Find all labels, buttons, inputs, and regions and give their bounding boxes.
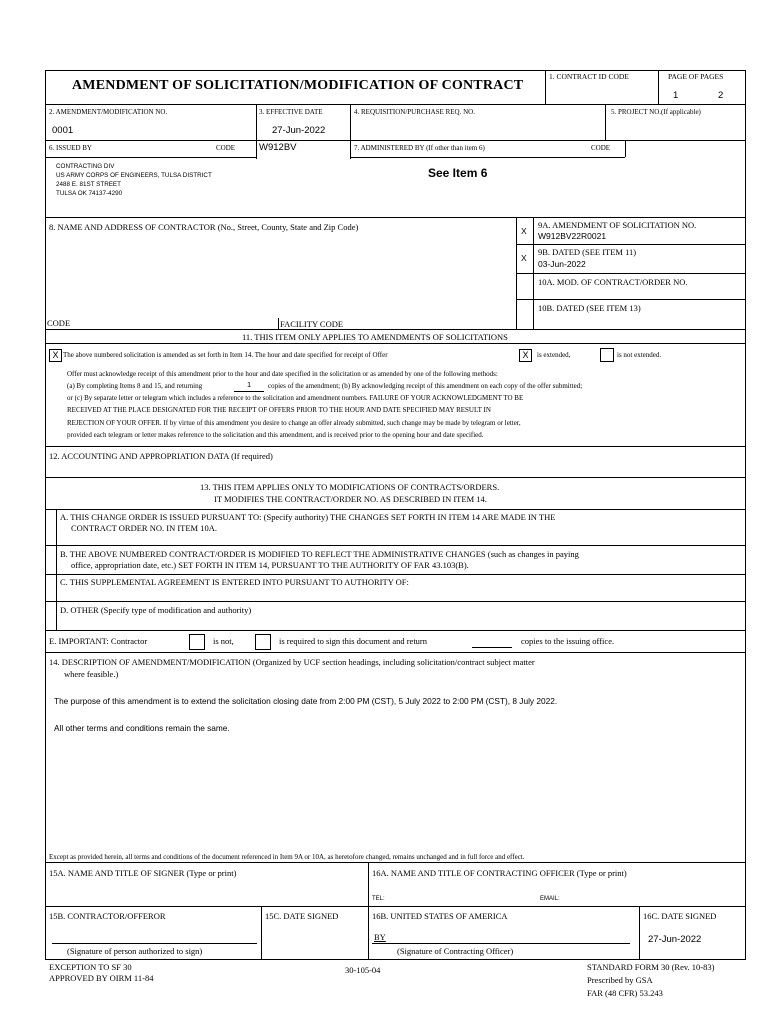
box7-label: 7. ADMINISTERED BY (If other than item 6) (354, 144, 485, 152)
box8-label: 8. NAME AND ADDRESS OF CONTRACTOR (No., Street, County, State and Zip Code) (49, 222, 359, 232)
address-line: TULSA OK 74137-4290 (56, 190, 123, 197)
item14-label-line2: where feasible.) (64, 669, 119, 679)
item13b-line2: office, appropriation date, etc.) SET FORTH IN ITEM 14, PURSUANT TO THE AUTHORITY OF FAR 43.103(B). (71, 560, 469, 570)
acknowledgment-copies: 1 (247, 380, 252, 389)
officer-signature-caption: (Signature of Contracting Officer) (397, 946, 514, 956)
page-number: 1 (673, 90, 679, 101)
item12-label: 12. ACCOUNTING AND APPROPRIATION DATA (If required) (49, 451, 273, 461)
footer-approved: APPROVED BY OIRM 11-84 (49, 973, 154, 983)
solicitation-number: W912BV22R0021 (538, 231, 607, 241)
amendment-number: 0001 (52, 125, 74, 136)
box16a-label: 16A. NAME AND TITLE OF CONTRACTING OFFICER (Type or print) (372, 868, 627, 878)
footer-prescribed: Prescribed by GSA (587, 975, 653, 985)
item13a-line2: CONTRACT ORDER NO. IN ITEM 10A. (71, 523, 217, 533)
amendment-terms: All other terms and conditions remain the same. (54, 723, 230, 733)
contract-id-code-label: 1. CONTRACT ID CODE (549, 72, 629, 81)
contractor-code-label: CODE (47, 318, 71, 328)
solicitation-date: 03-Jun-2022 (538, 259, 586, 269)
item14-footer: Except as provided herein, all terms and conditions of the document referenced in Item 9A or 10A, as heretofore changed, remains unchanged and in full force and effect. (49, 853, 525, 861)
box15a-label: 15A. NAME AND TITLE OF SIGNER (Type or print) (49, 868, 237, 878)
item11-para-line: REJECTION OF YOUR OFFER. If by virtue of this amendment you desire to change an offer already submitted, such change may be made by telegram or letter, (67, 419, 521, 427)
box6-code-label: CODE (216, 144, 236, 152)
item11-para-line: Offer must acknowledge receipt of this amendment prior to the hour and date specified in the solicitation or as amended by one of the following methods: (67, 370, 498, 378)
box2-label: 2. AMENDMENT/MODIFICATION NO. (49, 108, 168, 116)
box7-code-label: CODE (591, 144, 611, 152)
box16b-label: 16B. UNITED STATES OF AMERICA (372, 911, 508, 921)
footer-exception: EXCEPTION TO SF 30 (49, 962, 132, 972)
footer-form-number: 30-105-04 (345, 965, 381, 975)
item13b-line1: B. THE ABOVE NUMBERED CONTRACT/ORDER IS MODIFIED TO REFLECT THE ADMINISTRATIVE CHANGES (such as changes in paying (60, 549, 579, 559)
facility-code-label: FACILITY CODE (280, 319, 344, 329)
is-not-label: is not, (213, 636, 234, 646)
box3-label: 3. EFFECTIVE DATE (259, 108, 323, 116)
box4-label: 4. REQUISITION/PURCHASE REQ. NO. (354, 108, 475, 116)
effective-date: 27-Jun-2022 (272, 125, 326, 136)
officer-date-signed: 27-Jun-2022 (648, 934, 702, 945)
item11-checkbox-amended[interactable]: X (49, 349, 62, 362)
footer-far: FAR (48 CFR) 53.243 (587, 988, 663, 998)
page-count: 2 (718, 90, 724, 101)
is-required-label: is required to sign this document and return (279, 636, 428, 646)
important-label: E. IMPORTANT: Contractor (49, 636, 148, 646)
item11-para-line: (a) By completing Items 8 and 15, and returning (67, 382, 203, 390)
amendment-description: The purpose of this amendment is to extend the solicitation closing date from 2:00 PM (CST), 5 July 2022 to 2:00 PM (CST), 8 July 2022. (54, 696, 558, 706)
copies-label: copies to the issuing office. (521, 636, 615, 646)
item13a-line1: A. THIS CHANGE ORDER IS ISSUED PURSUANT TO: (Specify authority) THE CHANGES SET FORTH IN ITEM 14 ARE MADE IN THE (60, 512, 556, 522)
issuer-code: W912BV (259, 142, 297, 153)
footer-standard-form: STANDARD FORM 30 (Rev. 10-83) (587, 962, 715, 972)
item14-label-line1: 14. DESCRIPTION OF AMENDMENT/MODIFICATION (Organized by UCF section headings, including solicitation/contract subject matter (49, 657, 535, 667)
box9a-mark: X (521, 226, 527, 236)
form-title: AMENDMENT OF SOLICITATION/MODIFICATION OF CONTRACT (72, 78, 524, 93)
box9b-label: 9B. DATED (SEE ITEM 11) (538, 247, 637, 257)
item11-checkbox-extended[interactable]: X (519, 349, 532, 362)
box9a-label: 9A. AMENDMENT OF SOLICITATION NO. (538, 220, 697, 230)
box15b-label: 15B. CONTRACTOR/OFFEROR (49, 911, 166, 921)
item11-para-line: or (c) By separate letter or telegram which includes a reference to the solicitation and amendment numbers. FAILURE OF YOUR ACKNOWLEDGMENT TO BE (67, 394, 524, 402)
address-line: US ARMY CORPS OF ENGINEERS, TULSA DISTRICT (56, 172, 212, 179)
item13c-label: C. THIS SUPPLEMENTAL AGREEMENT IS ENTERED INTO PURSUANT TO AUTHORITY OF: (60, 577, 409, 587)
item13-title-line1: 13. THIS ITEM APPLIES ONLY TO MODIFICATIONS OF CONTRACTS/ORDERS. (200, 482, 500, 492)
box15c-label: 15C. DATE SIGNED (265, 911, 339, 921)
page-of-pages-label: PAGE OF PAGES (668, 72, 724, 81)
contractor-signature-caption: (Signature of person authorized to sign) (67, 946, 203, 956)
tel-label: TEL: (372, 896, 385, 902)
box6-label: 6. ISSUED BY (49, 144, 92, 152)
item11-para-line: copies of the amendment; (b) By acknowledging receipt of this amendment on each copy of the offer submitted; (268, 382, 583, 390)
item11-para-line: RECEIVED AT THE PLACE DESIGNATED FOR THE RECEIPT OF OFFERS PRIOR TO THE HOUR AND DATE SPECIFIED MAY RESULT IN (67, 406, 491, 414)
box10a-label: 10A. MOD. OF CONTRACT/ORDER NO. (538, 277, 688, 287)
address-line: CONTRACTING DIV (56, 163, 115, 170)
item11-not-extended-label: is not extended. (617, 351, 662, 359)
item11-line1: The above numbered solicitation is amended as set forth in Item 14. The hour and date specified for receipt of Offer (63, 351, 388, 359)
item11-checkbox-not-extended[interactable] (600, 348, 614, 362)
item13-title-line2: IT MODIFIES THE CONTRACT/ORDER NO. AS DESCRIBED IN ITEM 14. (214, 494, 487, 504)
administered-by-value: See Item 6 (428, 166, 488, 180)
issuer-address (56, 162, 212, 198)
box16c-label: 16C. DATE SIGNED (643, 911, 717, 921)
box9b-mark: X (521, 253, 527, 263)
email-label: EMAIL: (540, 896, 560, 902)
item11-para-line: provided each telegram or letter makes reference to the solicitation and this amendment, and is received prior to the opening hour and date specified. (67, 431, 484, 439)
contractor-is-not-checkbox[interactable] (189, 634, 205, 650)
box5-label: 5. PROJECT NO.(If applicable) (611, 108, 701, 116)
item13d-label: D. OTHER (Specify type of modification and authority) (60, 605, 252, 615)
item11-extended-label: is extended, (537, 351, 571, 359)
contractor-is-required-checkbox[interactable] (255, 634, 271, 650)
item11-title: 11. THIS ITEM ONLY APPLIES TO AMENDMENTS OF SOLICITATIONS (242, 332, 508, 342)
box10b-label: 10B. DATED (SEE ITEM 13) (538, 303, 641, 313)
address-line: 2488 E. 81ST STREET (56, 181, 121, 188)
by-label: BY (374, 932, 386, 942)
